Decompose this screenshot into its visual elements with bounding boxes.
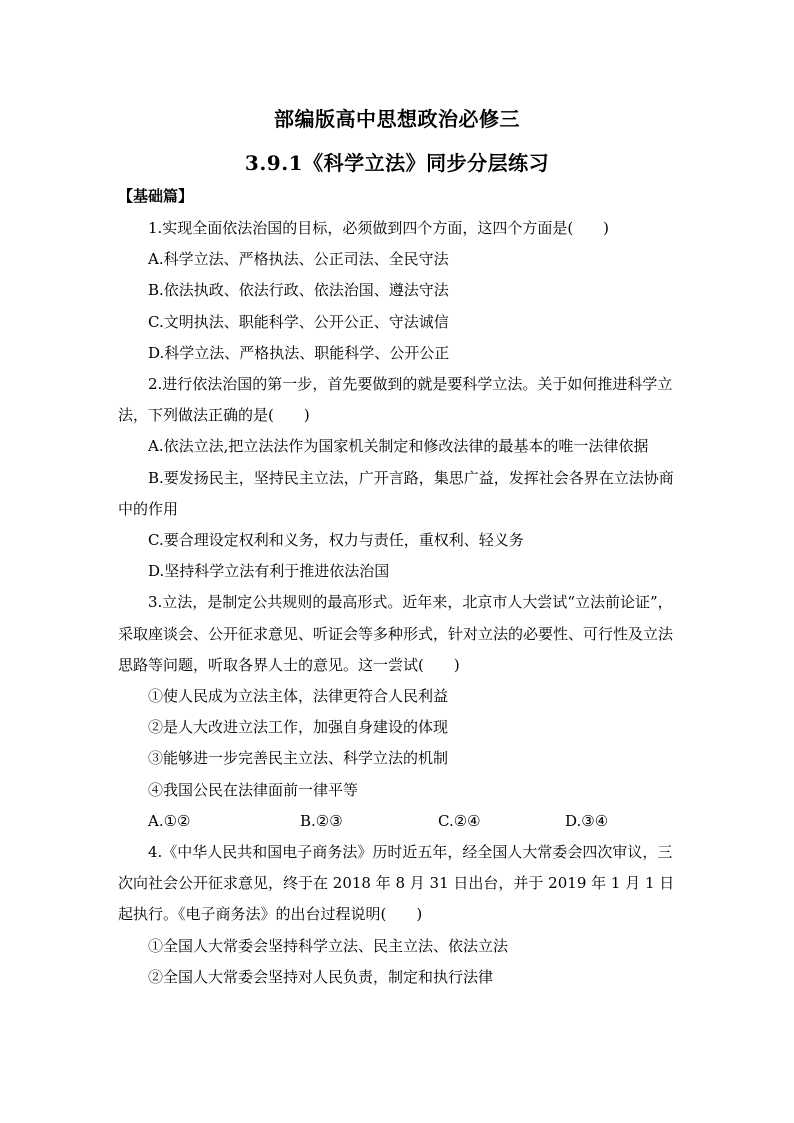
question-4-stem: 4.《中华人民共和国电子商务法》历时近五年，经全国人大常委会四次审议，三次向社会公开征求意见，终于在 2018 年 8 月 31 日出台，并于 2019 年 1 月 1 日起执行。《电子商务法》的出台过程说明( ) bbox=[118, 843, 675, 924]
question-3-stem: 3.立法，是制定公共规则的最高形式。近年来，北京市人大尝试“立法前论证”，采取座谈会、公开征求意见、听证会等多种形式，针对立法的必要性、可行性及立法思路等问题，听取各界人士的意见。这一尝试( ) bbox=[118, 593, 674, 674]
question-1-option-c: C.文明执法、职能科学、公开公正、守法诚信 bbox=[148, 312, 449, 331]
question-3-choice-c: C.②④ bbox=[438, 811, 481, 830]
question-list bbox=[118, 213, 678, 993]
question-3-choices bbox=[118, 806, 678, 837]
question-2-option-c: C.要合理设定权利和义务，权力与责任，重权利、轻义务 bbox=[148, 531, 524, 550]
question-1-option-a: A.科学立法、严格执法、公正司法、全民守法 bbox=[148, 250, 449, 269]
question-2-option-b: B.要发扬民主，坚持民主立法，广开言路，集思广益，发挥社会各界在立法协商中的作用 bbox=[118, 468, 674, 518]
document-subtitle: 3.9.1《科学立法》同步分层练习 bbox=[244, 151, 550, 175]
question-1-option-b: B.依法执政、依法行政、依法治国、遵法守法 bbox=[148, 281, 449, 300]
question-3-item-3: ③能够进一步完善民主立法、科学立法的机制 bbox=[148, 749, 449, 768]
question-3-choice-b: B.②③ bbox=[300, 811, 343, 830]
question-4-item-2: ②全国人大常委会坚持对人民负责，制定和执行法律 bbox=[148, 967, 494, 986]
question-2-option-d: D.坚持科学立法有利于推进依法治国 bbox=[148, 562, 390, 581]
question-2-stem: 2.进行依法治国的第一步，首先要做到的就是要科学立法。关于如何推进科学立法，下列做法正确的是( ) bbox=[118, 375, 673, 425]
question-3-choice-d: D.③④ bbox=[565, 811, 609, 830]
question-3-choice-a: A.①② bbox=[148, 811, 191, 830]
question-2-option-a: A.依法立法,把立法法作为国家机关制定和修改法律的最基本的唯一法律依据 bbox=[148, 437, 649, 456]
question-3-item-2: ②是人大改进立法工作，加强自身建设的体现 bbox=[148, 718, 449, 737]
document-title: 部编版高中思想政治必修三 bbox=[274, 107, 520, 131]
question-4-item-1: ①全国人大常委会坚持科学立法、民主立法、依法立法 bbox=[148, 936, 509, 955]
question-1-stem: 1.实现全面依法治国的目标，必须做到四个方面，这四个方面是( ) bbox=[148, 219, 610, 237]
question-3-item-1: ①使人民成为立法主体，法律更符合人民利益 bbox=[148, 687, 449, 706]
question-3-item-4: ④我国公民在法律面前一律平等 bbox=[148, 780, 359, 799]
question-1-option-d: D.科学立法、严格执法、职能科学、公开公正 bbox=[148, 343, 450, 362]
section-heading: 【基础篇】 bbox=[118, 187, 194, 205]
